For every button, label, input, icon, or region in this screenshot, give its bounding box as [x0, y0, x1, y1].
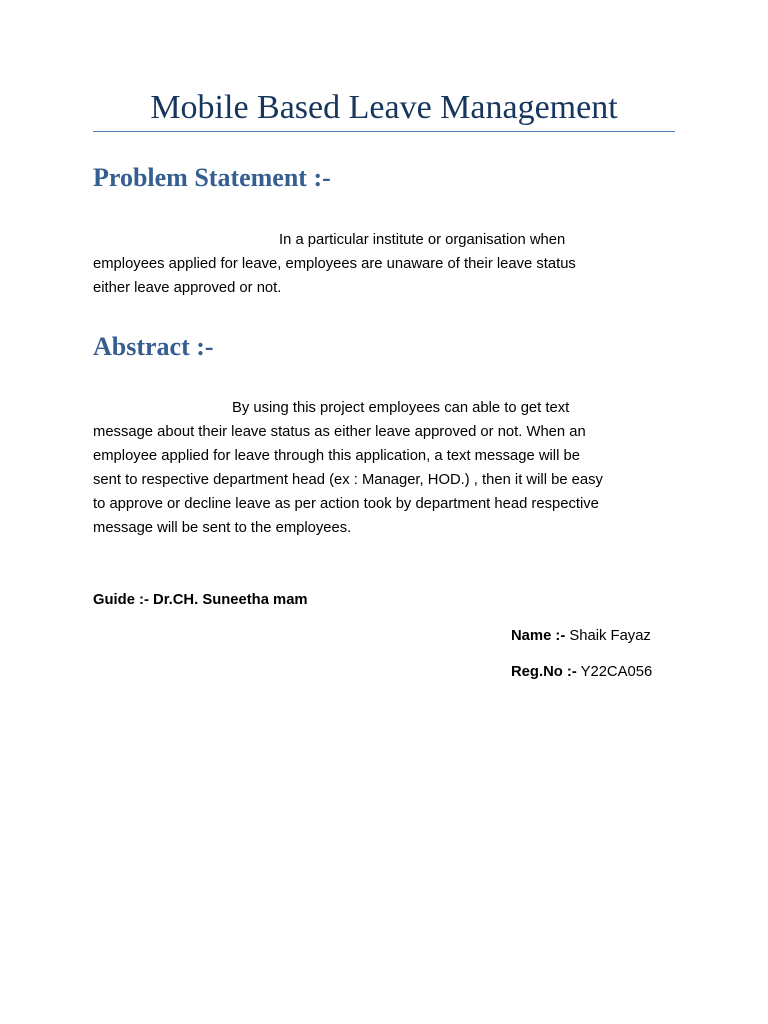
paragraph-line: message about their leave status as either leave approved or not. When an [93, 424, 586, 440]
abstract-paragraph [93, 396, 678, 540]
paragraph-line: employees applied for leave, employees are unaware of their leave status [93, 256, 576, 272]
paragraph-line: sent to respective department head (ex : Manager, HOD.) , then it will be easy [93, 472, 603, 488]
reg-no-label: Reg.No :- [511, 664, 577, 680]
paragraph-line: By using this project employees can able to get text [232, 400, 570, 416]
name-label: Name :- [511, 628, 566, 644]
problem-statement-paragraph [93, 228, 678, 300]
title-underline [93, 131, 675, 132]
registration-number [511, 661, 652, 683]
paragraph-line: either leave approved or not. [93, 280, 282, 296]
paragraph-line: employee applied for leave through this application, a text message will be [93, 448, 580, 464]
document-title: Mobile Based Leave Management [150, 89, 618, 126]
guide-line: Guide :- Dr.CH. Suneetha mam [93, 592, 308, 608]
problem-statement-heading: Problem Statement :- [93, 163, 331, 192]
reg-no-value: Y22CA056 [580, 664, 653, 680]
name-value: Shaik Fayaz [569, 628, 651, 644]
student-name [511, 625, 651, 647]
abstract-heading: Abstract :- [93, 332, 214, 361]
paragraph-line: message will be sent to the employees. [93, 520, 352, 536]
paragraph-line: to approve or decline leave as per action took by department head respective [93, 496, 599, 512]
paragraph-line: In a particular institute or organisation when [279, 232, 566, 248]
